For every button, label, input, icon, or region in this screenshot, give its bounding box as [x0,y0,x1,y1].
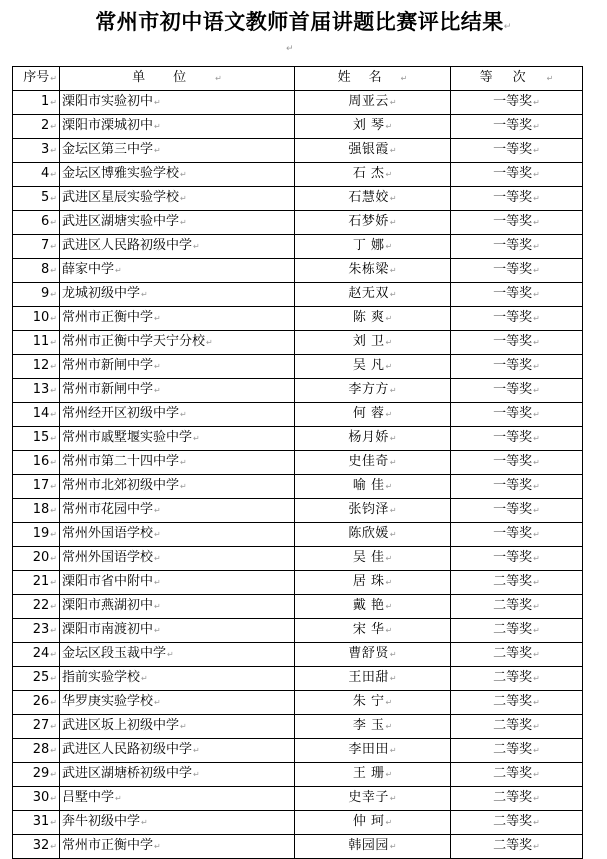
unit-cell: 武进区湖塘桥初级中学↵ [60,763,295,787]
table-row [13,523,583,547]
row-number: 10↵ [13,307,60,331]
row-number: 12↵ [13,355,60,379]
row-number: 2↵ [13,115,60,139]
award-cell: 一等奖↵ [451,451,583,475]
table-row [13,139,583,163]
table-row [13,235,583,259]
paragraph-mark-icon: ↵ [286,44,294,54]
award-cell: 一等奖↵ [451,91,583,115]
table-row [13,427,583,451]
name-cell: 喻 佳↵ [295,475,451,499]
award-cell: 二等奖↵ [451,571,583,595]
unit-cell: 金坛区第三中学↵ [60,139,295,163]
name-cell: 仲 珂↵ [295,811,451,835]
award-cell: 一等奖↵ [451,235,583,259]
award-cell: 一等奖↵ [451,499,583,523]
table-row [13,835,583,859]
table-body [13,91,583,859]
name-cell: 张钧泽↵ [295,499,451,523]
award-cell: 二等奖↵ [451,667,583,691]
table-row [13,307,583,331]
unit-cell: 常州市北郊初级中学↵ [60,475,295,499]
unit-cell: 指前实验学校↵ [60,667,295,691]
table-row [13,475,583,499]
name-cell: 石慧姣↵ [295,187,451,211]
row-number: 15↵ [13,427,60,451]
unit-cell: 常州市新闸中学↵ [60,355,295,379]
table-row [13,115,583,139]
row-number: 1↵ [13,91,60,115]
unit-cell: 武进区湖塘实验中学↵ [60,211,295,235]
row-number: 16↵ [13,451,60,475]
row-number: 29↵ [13,763,60,787]
row-number: 22↵ [13,595,60,619]
row-number: 20↵ [13,547,60,571]
unit-cell: 常州市第二十四中学↵ [60,451,295,475]
unit-cell: 溧阳市省中附中↵ [60,571,295,595]
row-number: 27↵ [13,715,60,739]
award-cell: 一等奖↵ [451,331,583,355]
name-cell: 吴 佳↵ [295,547,451,571]
table-row [13,163,583,187]
header-award: 等次↵ [451,67,583,91]
table-row [13,739,583,763]
name-cell: 宋 华↵ [295,619,451,643]
unit-cell: 龙城初级中学↵ [60,283,295,307]
unit-cell: 武进区星辰实验学校↵ [60,187,295,211]
unit-cell: 金坛区博雅实验学校↵ [60,163,295,187]
award-cell: 一等奖↵ [451,355,583,379]
award-cell: 一等奖↵ [451,427,583,451]
table-row [13,547,583,571]
row-number: 5↵ [13,187,60,211]
award-cell: 一等奖↵ [451,187,583,211]
name-cell: 李方方↵ [295,379,451,403]
table-row [13,715,583,739]
table-row [13,787,583,811]
unit-cell: 常州市戚墅堰实验中学↵ [60,427,295,451]
table-row [13,691,583,715]
award-cell: 二等奖↵ [451,643,583,667]
award-cell: 一等奖↵ [451,307,583,331]
table-row [13,451,583,475]
name-cell: 王 珊↵ [295,763,451,787]
unit-cell: 常州经开区初级中学↵ [60,403,295,427]
name-cell: 李田田↵ [295,739,451,763]
award-cell: 一等奖↵ [451,115,583,139]
name-cell: 吴 凡↵ [295,355,451,379]
header-name: 姓名↵ [295,67,451,91]
row-number: 6↵ [13,211,60,235]
table-row [13,331,583,355]
table-row [13,259,583,283]
name-cell: 杨月娇↵ [295,427,451,451]
row-number: 26↵ [13,691,60,715]
table-row [13,355,583,379]
name-cell: 刘 卫↵ [295,331,451,355]
title-text: 常州市初中语文教师首届讲题比赛评比结果 [95,10,504,34]
award-cell: 一等奖↵ [451,211,583,235]
name-cell: 居 珠↵ [295,571,451,595]
award-cell: 二等奖↵ [451,811,583,835]
award-cell: 二等奖↵ [451,691,583,715]
row-number: 17↵ [13,475,60,499]
row-number: 11↵ [13,331,60,355]
unit-cell: 溧阳市燕湖初中↵ [60,595,295,619]
award-cell: 二等奖↵ [451,715,583,739]
award-cell: 一等奖↵ [451,283,583,307]
name-cell: 戴 艳↵ [295,595,451,619]
unit-cell: 常州外国语学校↵ [60,547,295,571]
award-cell: 一等奖↵ [451,403,583,427]
row-number: 24↵ [13,643,60,667]
unit-cell: 常州市正衡中学天宁分校↵ [60,331,295,355]
table-row [13,763,583,787]
table-row [13,379,583,403]
unit-cell: 金坛区段玉裁中学↵ [60,643,295,667]
name-cell: 陈 爽↵ [295,307,451,331]
unit-cell: 武进区人民路初级中学↵ [60,235,295,259]
award-cell: 二等奖↵ [451,595,583,619]
award-cell: 二等奖↵ [451,835,583,859]
row-number: 3↵ [13,139,60,163]
unit-cell: 溧阳市南渡初中↵ [60,619,295,643]
unit-cell: 华罗庚实验学校↵ [60,691,295,715]
row-number: 21↵ [13,571,60,595]
award-cell: 一等奖↵ [451,547,583,571]
table-row [13,811,583,835]
table-row [13,619,583,643]
name-cell: 强银霞↵ [295,139,451,163]
unit-cell: 常州市花园中学↵ [60,499,295,523]
award-cell: 二等奖↵ [451,739,583,763]
unit-cell: 武进区人民路初级中学↵ [60,739,295,763]
name-cell: 赵无双↵ [295,283,451,307]
award-cell: 一等奖↵ [451,523,583,547]
row-number: 18↵ [13,499,60,523]
award-cell: 二等奖↵ [451,787,583,811]
name-cell: 石 杰↵ [295,163,451,187]
award-cell: 二等奖↵ [451,763,583,787]
name-cell: 石梦娇↵ [295,211,451,235]
row-number: 14↵ [13,403,60,427]
name-cell: 刘 琴↵ [295,115,451,139]
award-cell: 一等奖↵ [451,163,583,187]
name-cell: 史佳奇↵ [295,451,451,475]
table-row [13,595,583,619]
unit-cell: 常州市正衡中学↵ [60,307,295,331]
unit-cell: 薛家中学↵ [60,259,295,283]
row-number: 32↵ [13,835,60,859]
row-number: 19↵ [13,523,60,547]
name-cell: 周亚云↵ [295,91,451,115]
table-row [13,187,583,211]
row-number: 30↵ [13,787,60,811]
unit-cell: 常州外国语学校↵ [60,523,295,547]
table-row [13,643,583,667]
row-number: 9↵ [13,283,60,307]
row-number: 25↵ [13,667,60,691]
table-header-row [13,67,583,91]
table-row [13,211,583,235]
name-cell: 何 蓉↵ [295,403,451,427]
header-no: 序号↵ [13,67,60,91]
row-number: 28↵ [13,739,60,763]
award-cell: 一等奖↵ [451,379,583,403]
name-cell: 曹舒贤↵ [295,643,451,667]
unit-cell: 常州市正衡中学↵ [60,835,295,859]
unit-cell: 奔牛初级中学↵ [60,811,295,835]
document-title [0,6,607,36]
row-number: 23↵ [13,619,60,643]
table-row [13,667,583,691]
unit-cell: 溧阳市溧城初中↵ [60,115,295,139]
unit-cell: 吕墅中学↵ [60,787,295,811]
row-number: 31↵ [13,811,60,835]
table-row [13,91,583,115]
name-cell: 韩园园↵ [295,835,451,859]
row-number: 4↵ [13,163,60,187]
unit-cell: 常州市新闸中学↵ [60,379,295,403]
row-number: 13↵ [13,379,60,403]
award-cell: 二等奖↵ [451,619,583,643]
results-table [12,66,583,859]
award-cell: 一等奖↵ [451,139,583,163]
name-cell: 史幸子↵ [295,787,451,811]
table-row [13,403,583,427]
results-table-wrapper [12,66,582,859]
name-cell: 王田甜↵ [295,667,451,691]
row-number: 7↵ [13,235,60,259]
paragraph-mark-icon: ↵ [503,22,512,32]
row-number: 8↵ [13,259,60,283]
name-cell: 朱栋梁↵ [295,259,451,283]
table-row [13,571,583,595]
unit-cell: 武进区坂上初级中学↵ [60,715,295,739]
table-row [13,283,583,307]
name-cell: 陈欣媛↵ [295,523,451,547]
name-cell: 朱 宁↵ [295,691,451,715]
header-unit: 单位↵ [60,67,295,91]
award-cell: 一等奖↵ [451,475,583,499]
name-cell: 李 玉↵ [295,715,451,739]
unit-cell: 溧阳市实验初中↵ [60,91,295,115]
name-cell: 丁 娜↵ [295,235,451,259]
table-row [13,499,583,523]
award-cell: 一等奖↵ [451,259,583,283]
